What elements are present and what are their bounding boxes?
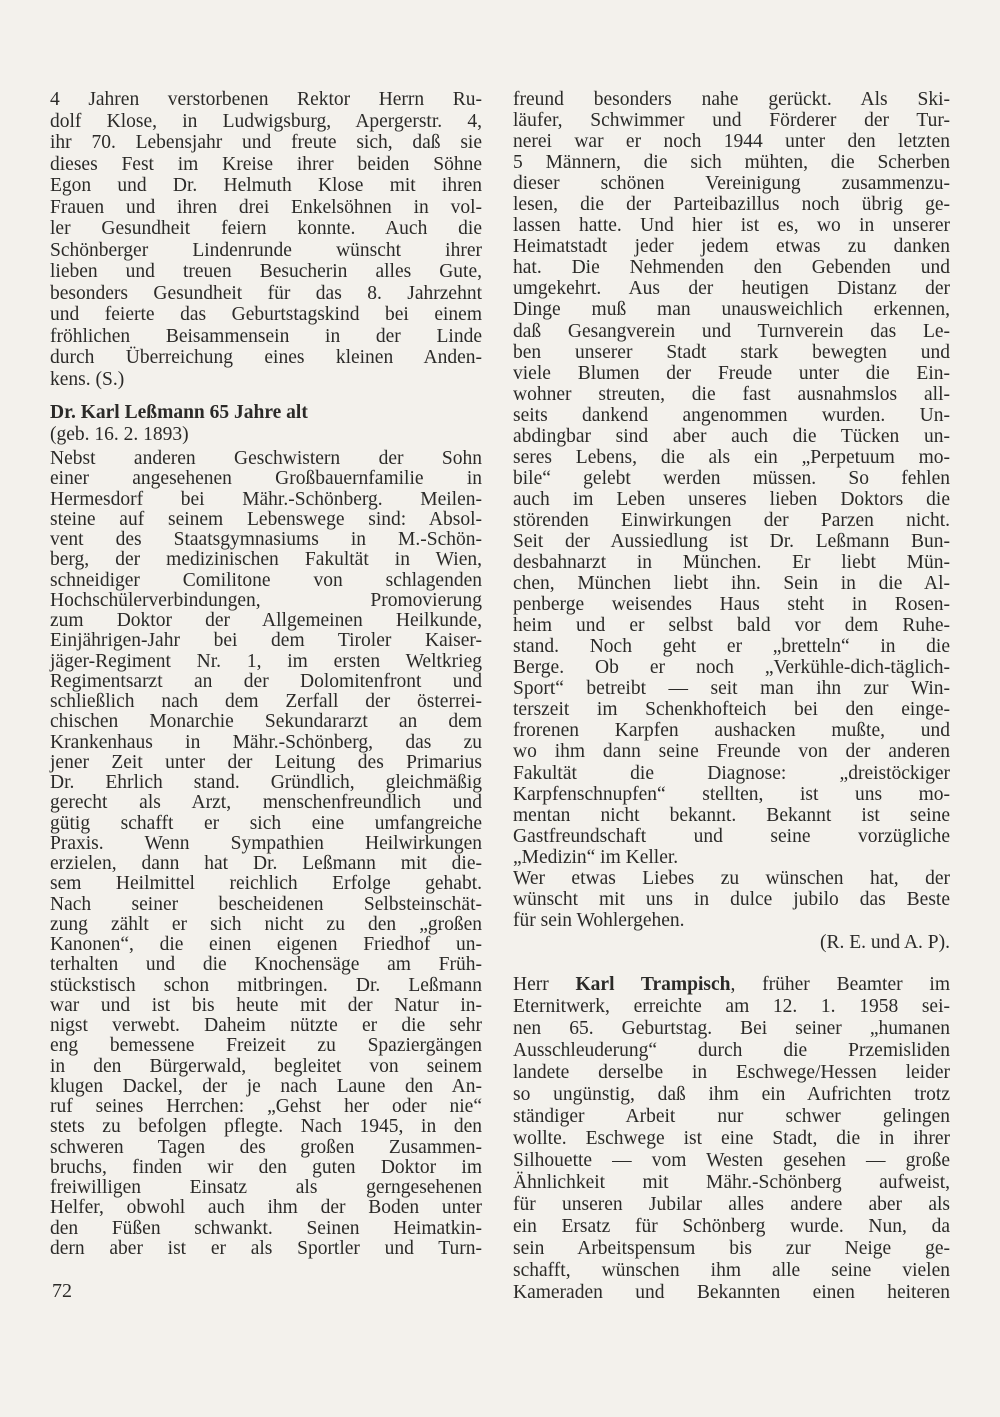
text-line: vent des Staatsgymnasiums in M.-Schön- (50, 529, 482, 550)
lessmann-article-body-left (50, 449, 482, 1259)
text-line: jener Zeit unter der Leitung des Primarius (50, 751, 482, 773)
text-line: berg, der medizinischen Fakultät in Wien, (50, 549, 482, 571)
text-line: bruchs, finden wir den guten Doktor im (50, 1156, 482, 1178)
text-line: „Medizin“ im Keller. (513, 846, 679, 868)
trampisch-lines (513, 996, 950, 1304)
text-line: lassen hatte. Und hier ist es, wo in unserer (513, 215, 950, 237)
text-line: Eternitwerk, erreichte am 12. 1. 1958 sei- (513, 996, 950, 1017)
text-line: Ähnlichkeit mit Mähr.-Schönberg aufweist, (513, 1172, 950, 1193)
text-line: nen 65. Geburtstag. Bei seiner „humanen (513, 1018, 950, 1039)
text-line: lieben und treuen Besucherin alles Gute, (50, 261, 482, 282)
text-line: nigst verwebt. Daheim nützte er die sehr (50, 1015, 482, 1036)
text-line: erzielen, dann hat Dr. Leßmann mit die- (50, 853, 482, 874)
text-line: klugen Dackel, der je nach Laune den An- (50, 1075, 482, 1097)
text-line: auch im Leben unseres lieben Doktors die (513, 488, 950, 510)
text-line: Wer etwas Liebes zu wünschen hat, der (513, 867, 950, 889)
text-line: freiwilligen Einsatz als gerngesehenen (50, 1177, 482, 1198)
text-line: freund besonders nahe gerückt. Als Ski- (513, 89, 950, 110)
text-line: steine auf seinem Lebenswege sind: Absol- (50, 508, 482, 530)
text-line: daß Gesangverein und Turnverein das Le- (513, 320, 950, 342)
text-line: Nebst anderen Geschwistern der Sohn (50, 448, 482, 469)
text-line: störenden Einwirkungen der Parzen nicht. (513, 509, 950, 531)
text-line: wo ihm dann seine Freunde von der anderen (513, 741, 950, 763)
text-line: Heimatstadt jeder jedem etwas zu danken (513, 236, 950, 258)
text-line: Krankenhaus in Mähr.-Schönberg, das zu (50, 731, 482, 753)
text-line: dieser schönen Vereinigung zusammenzu- (513, 173, 950, 195)
text-line: heim und er selbst bald vor dem Ruhe- (513, 615, 950, 637)
text-line: Silhouette — vom Westen gesehen — große (513, 1150, 950, 1171)
text-line: jäger-Regiment Nr. 1, im ersten Weltkrieg (50, 650, 482, 672)
text-line: Fakultät die Diagnose: „dreistöckiger (513, 762, 950, 784)
text-line: wünscht mit uns in dulce jubilo das Beste (513, 888, 950, 910)
text-line: Berge. Ob er noch „Verkühle-dich-täglich- (513, 657, 950, 679)
text-line: viele Blumen der Freude unter die Ein- (513, 362, 950, 384)
text-line: in den Bürgerwald, begleitet von seinem (50, 1055, 482, 1077)
text-line: terszeit im Schenkhofteich bei den einge- (513, 699, 950, 721)
text-line: 4 Jahren verstorbenen Rektor Herrn Ru- (50, 89, 482, 110)
text-line: Frauen und ihren drei Enkelsöhnen in vol- (50, 196, 482, 218)
text-line: dern aber ist er als Sportler und Turn- (50, 1237, 482, 1259)
article-signature: (R. E. und A. P). (819, 932, 950, 953)
text-line: Einjährigen-Jahr bei dem Tiroler Kaiser- (50, 630, 482, 652)
trampisch-intro: Herr (513, 974, 576, 995)
text-line: den Füßen schwankt. Seinen Heimatkin- (50, 1217, 482, 1239)
lessmann-article-heading: Dr. Karl Leßmann 65 Jahre alt (50, 402, 308, 423)
trampisch-name: Karl Trampisch (575, 974, 731, 995)
text-line: lesen, die der Parteibazillus noch übrig ge- (513, 194, 950, 216)
text-line: Ausschleuderung“ durch die Przemisliden (513, 1040, 950, 1061)
text-line: wohner streuten, die fast ausnahmslos all- (513, 383, 950, 405)
text-line: Schönberger Lindenrunde wünscht ihrer (50, 239, 482, 261)
text-line: Sport“ betreibt — seit man ihn zur Win- (513, 678, 950, 700)
text-line: Nach seiner bescheidenen Selbsteinschät- (50, 893, 482, 915)
text-line: bile“ gelebt werden müssen. So fehlen (513, 467, 950, 489)
text-line: Karpfenschnupfen“ stellten, ist uns mo- (513, 783, 950, 805)
text-line: läufer, Schwimmer und Förderer der Tur- (513, 110, 950, 132)
text-line: ler Gesundheit feiern konnte. Auch die (50, 218, 482, 239)
text-line: war und ist bis heute mit der Natur in- (50, 994, 482, 1016)
text-line: stets zu befolgen pflegte. Nach 1945, in den (50, 1116, 482, 1138)
text-line: schneidiger Comilitone von schlagenden (50, 569, 482, 591)
text-line: und feierte das Geburtstagskind bei einem (50, 304, 482, 325)
text-line: abdingbar sind aber auch die Tücken un- (513, 425, 950, 447)
text-line: ben unserer Stadt stark bewegten und (513, 341, 950, 363)
page-number: 72 (52, 1280, 72, 1302)
text-line (513, 974, 950, 996)
text-line: Gastfreundschaft und seine vorzügliche (513, 825, 950, 847)
text-line: dolf Klose, in Ludwigsburg, Apergerstr. 4, (50, 110, 482, 132)
text-line: sein Arbeitspensum bis zur Neige ge- (513, 1238, 950, 1259)
text-line: gütig schafft er sich eine umfangreiche (50, 812, 482, 834)
text-line: desbahnarzt in München. Er liebt Mün- (513, 552, 950, 574)
text-line: Hochschülerverbindungen, Promovierung (50, 589, 482, 611)
text-line: mentan nicht bekannt. Bekannt ist seine (513, 804, 950, 826)
text-line: Egon und Dr. Helmuth Klose mit ihren (50, 175, 482, 196)
text-line: zum Doktor der Allgemeinen Heilkunde, (50, 610, 482, 631)
text-line: 5 Männern, die sich mühten, die Scherben (513, 152, 950, 174)
text-line: für unseren Jubilar alles andere aber als (513, 1194, 950, 1215)
text-line: ruf seines Herrchen: „Gehst her oder nie“ (50, 1096, 482, 1117)
text-line: seits dankend angenommen wurden. Un- (513, 404, 950, 426)
text-line: Dr. Ehrlich stand. Gründlich, gleichmäßig (50, 772, 482, 793)
text-line: ein Ersatz für Schönberg wurde. Nun, da (513, 1216, 950, 1237)
text-line: seres Lebens, die als ein „Perpetuum mo- (513, 446, 950, 468)
text-line: schafft, wünschen ihm alle seine vielen (513, 1260, 950, 1281)
text-line: hat. Die Nehmenden den Gebenden und (513, 257, 950, 279)
text-line: dieses Fest im Kreise ihrer beiden Söhne (50, 153, 482, 175)
text-line: nerei war er noch 1944 unter den letzten (513, 131, 950, 153)
text-line: ihr 70. Lebensjahr und freute sich, daß sie (50, 132, 482, 153)
text-line: einer angesehenen Großbauernfamilie in (50, 468, 482, 490)
text-line: kens. (S.) (50, 368, 125, 390)
lessmann-birth-date: (geb. 16. 2. 1893) (50, 424, 189, 445)
text-line: so ungünstig, daß ihm ein Aufrichten trotz (513, 1084, 950, 1105)
text-line: besonders Gesundheit für das 8. Jahrzehnt (50, 282, 482, 304)
text-line: stand. Noch geht er „bretteln“ in die (513, 636, 950, 658)
trampisch-first-line-rest: , früher Beamter im (730, 974, 950, 995)
text-line: stückstisch schon mitbringen. Dr. Leßmann (50, 974, 482, 996)
text-line: Seit der Aussiedlung ist Dr. Leßmann Bun- (513, 530, 950, 552)
text-line: gerecht als Arzt, menschenfreundlich und (50, 792, 482, 814)
text-line: landete derselbe in Eschwege/Hessen leider (513, 1062, 950, 1083)
text-line: schweren Tagen des großen Zusammen- (50, 1136, 482, 1158)
text-line: durch Überreichung eines kleinen Anden- (50, 347, 482, 368)
text-line: chen, München liebt ihn. Sein in die Al- (513, 573, 950, 595)
text-line: umgekehrt. Aus der heutigen Distanz der (513, 278, 950, 300)
text-line: sem Heilmittel reichlich Erfolge gehabt. (50, 873, 482, 895)
text-line: frorenen Karpfen aushacken mußte, und (513, 720, 950, 742)
text-line: für sein Wohlergehen. (513, 909, 685, 931)
text-line: Dinge muß man unausweichlich erkennen, (513, 299, 950, 321)
text-line: terhalten und die Knochensäge am Früh- (50, 954, 482, 976)
trampisch-paragraph (513, 974, 950, 1304)
text-line: ständiger Arbeit nur schwer gelingen (513, 1106, 950, 1127)
text-line: Helfer, obwohl auch ihm der Boden unter (50, 1197, 482, 1219)
klose-birthday-paragraph (50, 89, 482, 390)
text-line: Kanonen“, die einen eigenen Friedhof un- (50, 934, 482, 955)
text-line: penberge weisendes Haus steht in Rosen- (513, 594, 950, 616)
text-line: Praxis. Wenn Sympathien Heilwirkungen (50, 832, 482, 854)
text-line: fröhlichen Beisammensein in der Linde (50, 325, 482, 347)
text-line: chischen Monarchie Sekundararzt an dem (50, 711, 482, 733)
text-line: zung zählt er sich nicht zu den „großen (50, 913, 482, 935)
text-line: Regimentsarzt an der Dolomitenfront und (50, 670, 482, 692)
text-line: wollte. Eschwege ist eine Stadt, die in ihrer (513, 1128, 950, 1149)
text-line: schließlich nach dem Zerfall der österrei- (50, 691, 482, 712)
text-line: Kameraden und Bekannten einen heiteren (513, 1282, 950, 1303)
lessmann-article-body-right (513, 89, 950, 931)
text-line: eng bemessene Freizeit zu Spaziergängen (50, 1035, 482, 1057)
text-line: Hermesdorf bei Mähr.-Schönberg. Meilen- (50, 488, 482, 510)
